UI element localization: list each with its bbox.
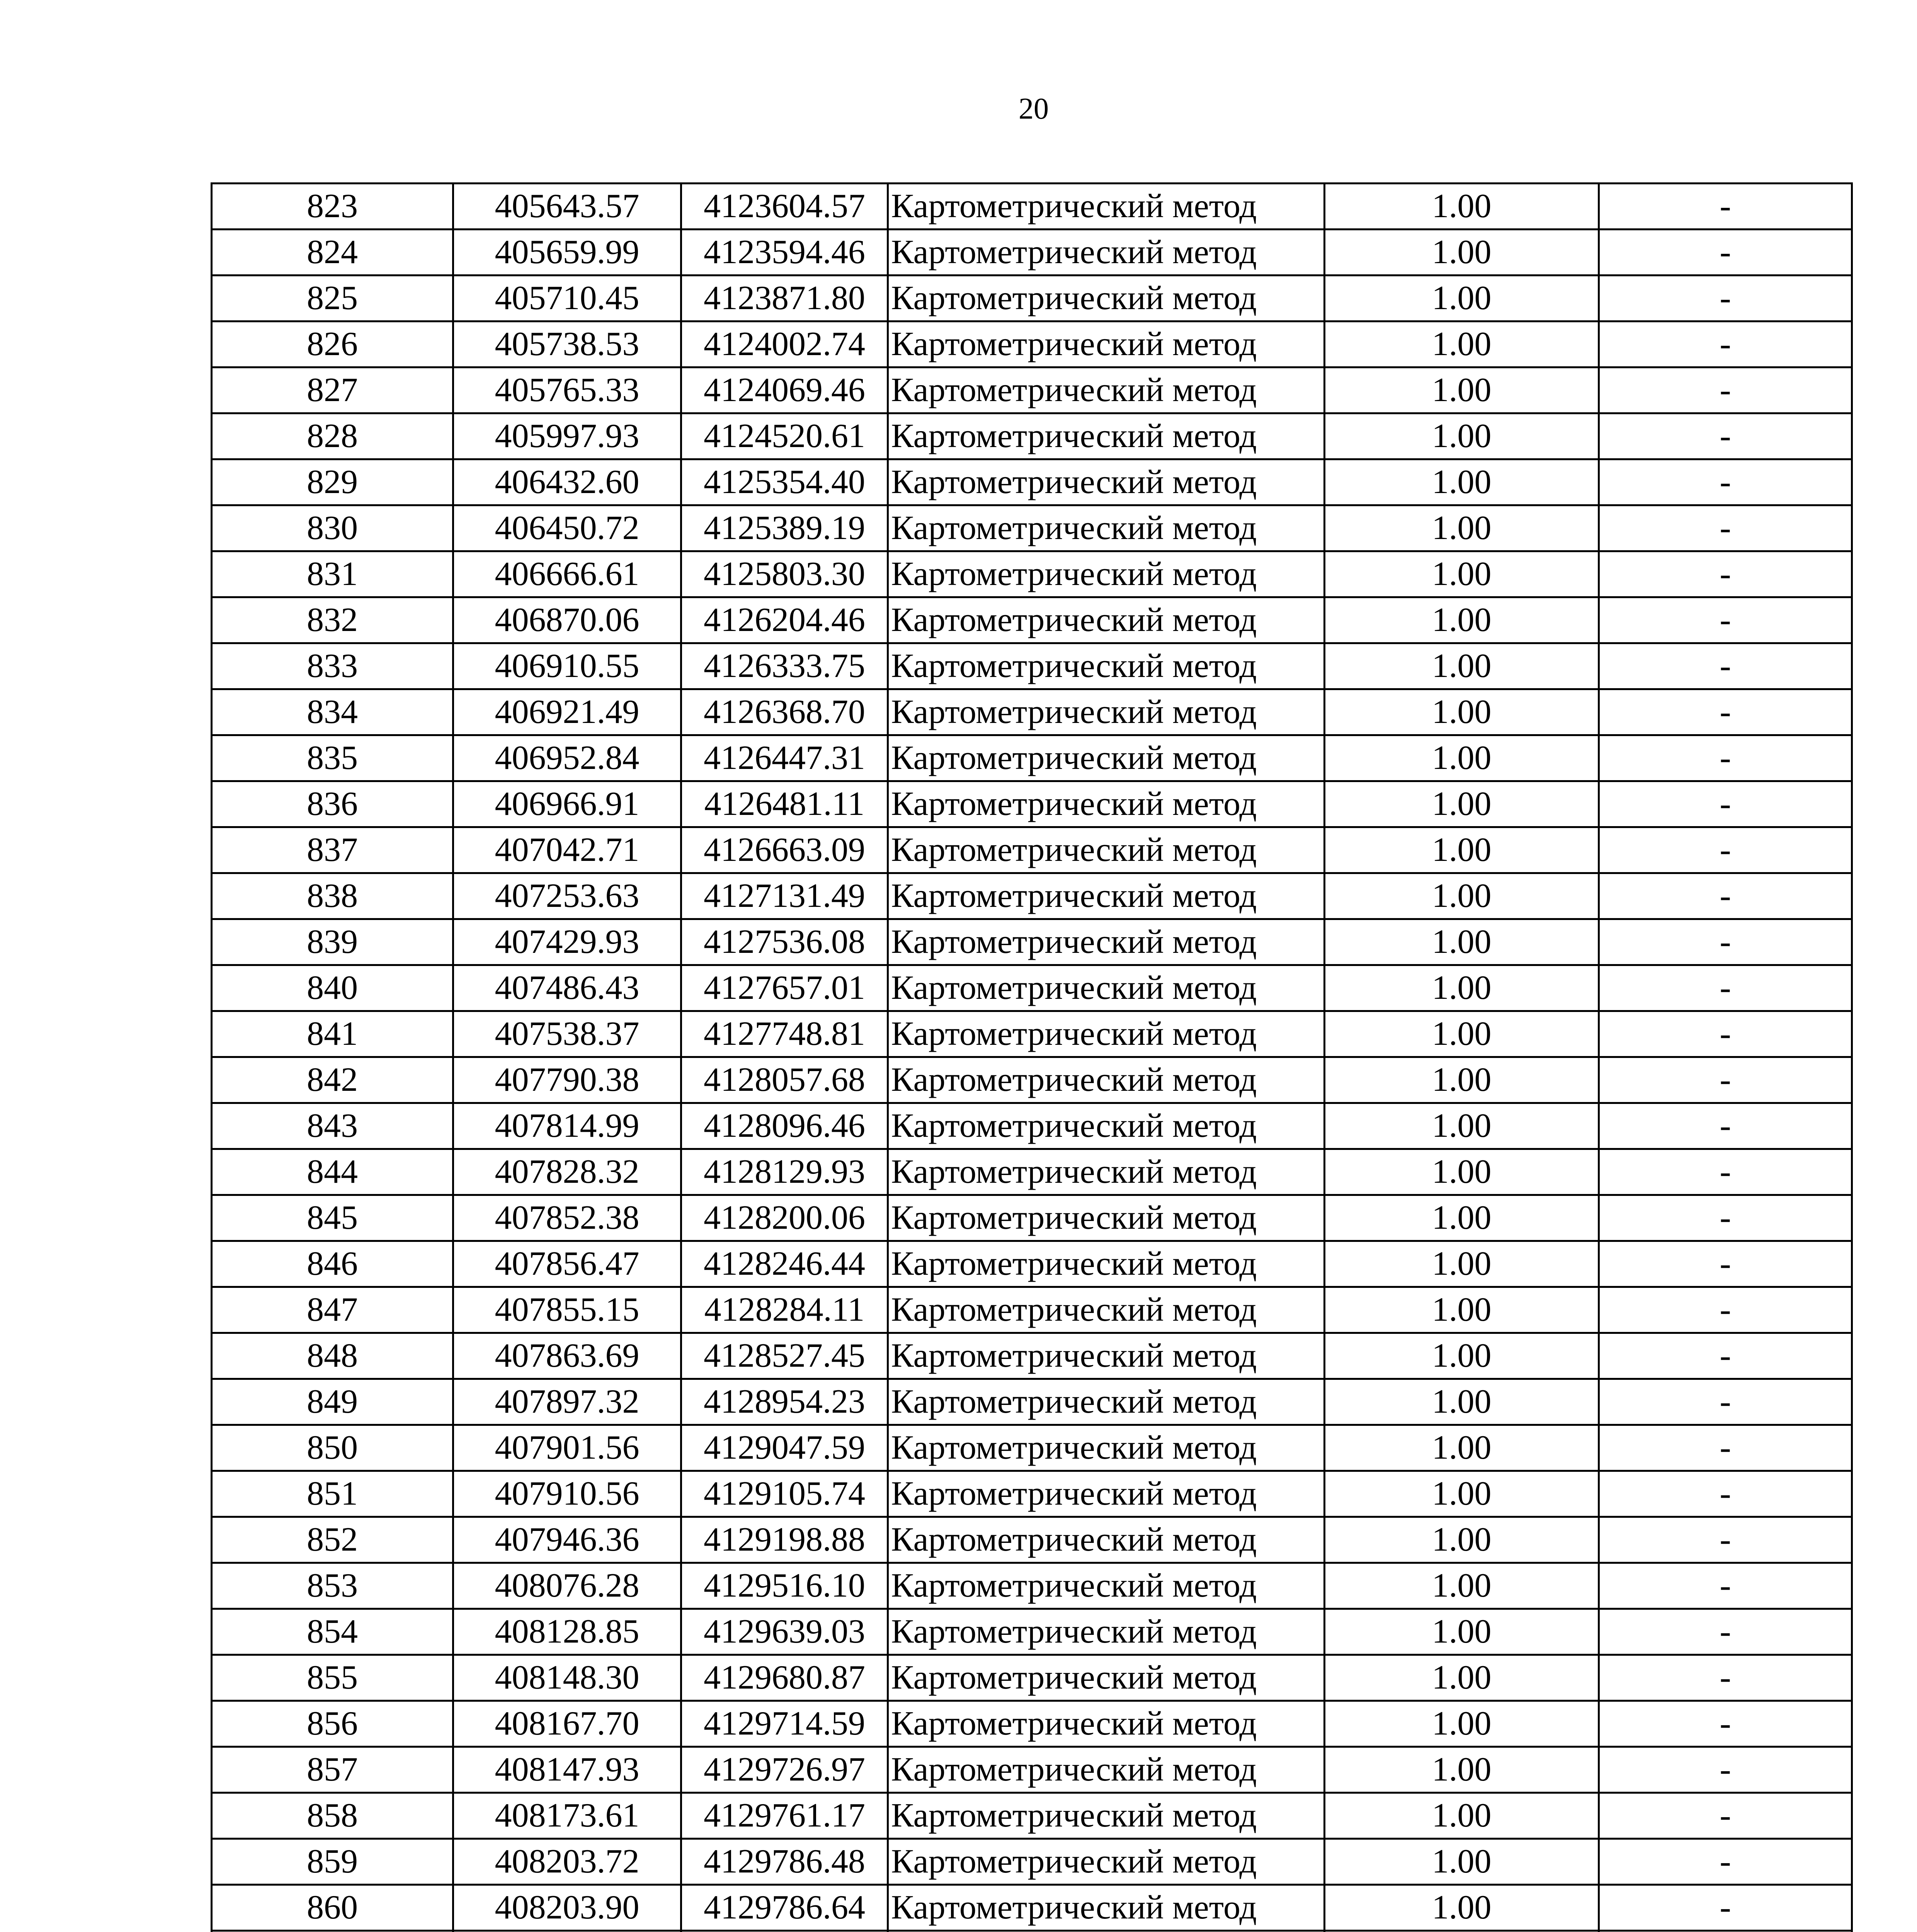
point-number-cell: 838 — [212, 873, 453, 919]
coordinates-table-body — [212, 184, 1852, 1932]
error-cell: 1.00 — [1325, 1333, 1599, 1379]
error-cell: 1.00 — [1325, 551, 1599, 597]
description-cell: - — [1599, 1425, 1852, 1471]
description-cell: - — [1599, 1655, 1852, 1701]
error-cell: 1.00 — [1325, 1471, 1599, 1517]
description-cell: - — [1599, 1241, 1852, 1287]
error-cell: 1.00 — [1325, 873, 1599, 919]
description-cell: - — [1599, 230, 1852, 276]
table-row — [212, 1287, 1852, 1333]
point-number-cell: 860 — [212, 1885, 453, 1931]
error-cell: 1.00 — [1325, 1517, 1599, 1563]
x-coordinate-cell: 407538.37 — [453, 1011, 681, 1057]
x-coordinate-cell: 407429.93 — [453, 919, 681, 965]
point-number-cell: 855 — [212, 1655, 453, 1701]
point-number-cell: 840 — [212, 965, 453, 1011]
y-coordinate-cell: 4123594.46 — [681, 230, 888, 276]
y-coordinate-cell: 4128200.06 — [681, 1195, 888, 1241]
method-cell: Картометрический метод — [888, 459, 1325, 505]
x-coordinate-cell: 407897.32 — [453, 1379, 681, 1425]
table-row — [212, 459, 1852, 505]
description-cell: - — [1599, 781, 1852, 827]
description-cell: - — [1599, 1885, 1852, 1931]
table-row — [212, 1931, 1852, 1932]
y-coordinate-cell: 4127657.01 — [681, 965, 888, 1011]
x-coordinate-cell: 406450.72 — [453, 505, 681, 551]
method-cell: Картометрический метод — [888, 1839, 1325, 1885]
x-coordinate-cell: 405710.45 — [453, 276, 681, 321]
point-number-cell: 825 — [212, 276, 453, 321]
error-cell: 1.00 — [1325, 1885, 1599, 1931]
x-coordinate-cell: 407790.38 — [453, 1057, 681, 1103]
point-number-cell: 853 — [212, 1563, 453, 1609]
method-cell: Картометрический метод — [888, 1793, 1325, 1839]
x-coordinate-cell: 407852.38 — [453, 1195, 681, 1241]
point-number-cell: 846 — [212, 1241, 453, 1287]
point-number-cell: 824 — [212, 230, 453, 276]
y-coordinate-cell: 4127536.08 — [681, 919, 888, 965]
point-number-cell: 826 — [212, 321, 453, 367]
point-number-cell: 839 — [212, 919, 453, 965]
point-number-cell: 833 — [212, 643, 453, 689]
method-cell: Картометрический метод — [888, 781, 1325, 827]
table-row — [212, 781, 1852, 827]
error-cell: 1.00 — [1325, 1701, 1599, 1747]
point-number-cell: 831 — [212, 551, 453, 597]
description-cell: - — [1599, 965, 1852, 1011]
y-coordinate-cell: 4129047.59 — [681, 1425, 888, 1471]
error-cell: 1.00 — [1325, 1793, 1599, 1839]
y-coordinate-cell: 4126663.09 — [681, 827, 888, 873]
x-coordinate-cell: 406952.84 — [453, 735, 681, 781]
point-number-cell: 843 — [212, 1103, 453, 1149]
table-row — [212, 276, 1852, 321]
point-number-cell: 845 — [212, 1195, 453, 1241]
method-cell: Картометрический метод — [888, 1195, 1325, 1241]
error-cell: 1.00 — [1325, 781, 1599, 827]
point-number-cell: 829 — [212, 459, 453, 505]
error-cell: 1.00 — [1325, 459, 1599, 505]
x-coordinate-cell: 407042.71 — [453, 827, 681, 873]
method-cell: Картометрический метод — [888, 1425, 1325, 1471]
y-coordinate-cell: 4127131.49 — [681, 873, 888, 919]
description-cell: - — [1599, 643, 1852, 689]
method-cell: Картометрический метод — [888, 873, 1325, 919]
point-number-cell: 841 — [212, 1011, 453, 1057]
description-cell: - — [1599, 1333, 1852, 1379]
x-coordinate-cell: 407814.99 — [453, 1103, 681, 1149]
point-number-cell: 836 — [212, 781, 453, 827]
table-row — [212, 1195, 1852, 1241]
x-coordinate-cell — [453, 1931, 681, 1932]
y-coordinate-cell: 4124069.46 — [681, 367, 888, 413]
description-cell: - — [1599, 1287, 1852, 1333]
method-cell: Картометрический метод — [888, 643, 1325, 689]
method-cell: Картометрический метод — [888, 827, 1325, 873]
table-row — [212, 1103, 1852, 1149]
error-cell: 1.00 — [1325, 689, 1599, 735]
y-coordinate-cell: 4125354.40 — [681, 459, 888, 505]
description-cell: - — [1599, 597, 1852, 643]
description-cell — [1599, 1931, 1852, 1932]
error-cell: 1.00 — [1325, 184, 1599, 230]
method-cell: Картометрический метод — [888, 1011, 1325, 1057]
x-coordinate-cell: 408147.93 — [453, 1747, 681, 1793]
description-cell: - — [1599, 919, 1852, 965]
point-number-cell: 854 — [212, 1609, 453, 1655]
y-coordinate-cell: 4129786.48 — [681, 1839, 888, 1885]
error-cell: 1.00 — [1325, 1057, 1599, 1103]
method-cell: Картометрический метод — [888, 1057, 1325, 1103]
y-coordinate-cell: 4128284.11 — [681, 1287, 888, 1333]
method-cell: Картометрический метод — [888, 1287, 1325, 1333]
error-cell: 1.00 — [1325, 1609, 1599, 1655]
x-coordinate-cell: 407910.56 — [453, 1471, 681, 1517]
description-cell: - — [1599, 827, 1852, 873]
y-coordinate-cell: 4127748.81 — [681, 1011, 888, 1057]
method-cell: Картометрический метод — [888, 505, 1325, 551]
point-number-cell: 842 — [212, 1057, 453, 1103]
method-cell: Картометрический метод — [888, 184, 1325, 230]
error-cell: 1.00 — [1325, 1425, 1599, 1471]
description-cell: - — [1599, 276, 1852, 321]
table-row — [212, 1655, 1852, 1701]
x-coordinate-cell: 405765.33 — [453, 367, 681, 413]
method-cell — [888, 1931, 1325, 1932]
table-row — [212, 1057, 1852, 1103]
y-coordinate-cell: 4126481.11 — [681, 781, 888, 827]
description-cell: - — [1599, 1609, 1852, 1655]
error-cell: 1.00 — [1325, 321, 1599, 367]
table-row — [212, 1011, 1852, 1057]
y-coordinate-cell: 4128954.23 — [681, 1379, 888, 1425]
error-cell: 1.00 — [1325, 1287, 1599, 1333]
x-coordinate-cell: 407253.63 — [453, 873, 681, 919]
error-cell: 1.00 — [1325, 1563, 1599, 1609]
y-coordinate-cell: 4128096.46 — [681, 1103, 888, 1149]
error-cell: 1.00 — [1325, 1839, 1599, 1885]
point-number-cell: 849 — [212, 1379, 453, 1425]
method-cell: Картометрический метод — [888, 1701, 1325, 1747]
x-coordinate-cell: 405659.99 — [453, 230, 681, 276]
table-row — [212, 965, 1852, 1011]
y-coordinate-cell: 4126368.70 — [681, 689, 888, 735]
description-cell: - — [1599, 1563, 1852, 1609]
table-row — [212, 1149, 1852, 1195]
y-coordinate-cell: 4129786.64 — [681, 1885, 888, 1931]
y-coordinate-cell: 4129105.74 — [681, 1471, 888, 1517]
method-cell: Картометрический метод — [888, 1103, 1325, 1149]
error-cell: 1.00 — [1325, 1747, 1599, 1793]
table-row — [212, 689, 1852, 735]
error-cell: 1.00 — [1325, 505, 1599, 551]
error-cell: 1.00 — [1325, 1195, 1599, 1241]
y-coordinate-cell: 4126204.46 — [681, 597, 888, 643]
table-row — [212, 919, 1852, 965]
x-coordinate-cell: 406870.06 — [453, 597, 681, 643]
point-number-cell: 832 — [212, 597, 453, 643]
method-cell: Картометрический метод — [888, 1333, 1325, 1379]
description-cell: - — [1599, 1057, 1852, 1103]
point-number-cell: 827 — [212, 367, 453, 413]
coordinates-table — [211, 182, 1853, 1932]
error-cell: 1.00 — [1325, 919, 1599, 965]
description-cell: - — [1599, 1747, 1852, 1793]
description-cell: - — [1599, 413, 1852, 459]
table-row — [212, 230, 1852, 276]
point-number-cell: 847 — [212, 1287, 453, 1333]
description-cell: - — [1599, 1149, 1852, 1195]
method-cell: Картометрический метод — [888, 597, 1325, 643]
page-number: 20 — [1019, 92, 1049, 125]
method-cell: Картометрический метод — [888, 1747, 1325, 1793]
table-row — [212, 827, 1852, 873]
method-cell: Картометрический метод — [888, 413, 1325, 459]
description-cell: - — [1599, 1011, 1852, 1057]
x-coordinate-cell: 408203.90 — [453, 1885, 681, 1931]
table-row — [212, 1885, 1852, 1931]
table-row — [212, 1517, 1852, 1563]
x-coordinate-cell: 407863.69 — [453, 1333, 681, 1379]
y-coordinate-cell: 4128129.93 — [681, 1149, 888, 1195]
y-coordinate-cell: 4123604.57 — [681, 184, 888, 230]
error-cell: 1.00 — [1325, 413, 1599, 459]
table-row — [212, 1793, 1852, 1839]
description-cell: - — [1599, 689, 1852, 735]
x-coordinate-cell: 407828.32 — [453, 1149, 681, 1195]
y-coordinate-cell: 4129516.10 — [681, 1563, 888, 1609]
point-number-cell: 857 — [212, 1747, 453, 1793]
description-cell: - — [1599, 1195, 1852, 1241]
y-coordinate-cell: 4129680.87 — [681, 1655, 888, 1701]
error-cell: 1.00 — [1325, 1103, 1599, 1149]
point-number-cell: 859 — [212, 1839, 453, 1885]
error-cell: 1.00 — [1325, 1241, 1599, 1287]
y-coordinate-cell: 4128057.68 — [681, 1057, 888, 1103]
table-row — [212, 735, 1852, 781]
y-coordinate-cell: 4128527.45 — [681, 1333, 888, 1379]
table-row — [212, 873, 1852, 919]
table-row — [212, 643, 1852, 689]
error-cell: 1.00 — [1325, 1149, 1599, 1195]
table-row — [212, 1425, 1852, 1471]
x-coordinate-cell: 406666.61 — [453, 551, 681, 597]
error-cell — [1325, 1931, 1599, 1932]
method-cell: Картометрический метод — [888, 321, 1325, 367]
description-cell: - — [1599, 1517, 1852, 1563]
table-row — [212, 1563, 1852, 1609]
point-number-cell: 850 — [212, 1425, 453, 1471]
method-cell: Картометрический метод — [888, 1471, 1325, 1517]
y-coordinate-cell: 4124002.74 — [681, 321, 888, 367]
method-cell: Картометрический метод — [888, 689, 1325, 735]
y-coordinate-cell: 4128246.44 — [681, 1241, 888, 1287]
error-cell: 1.00 — [1325, 597, 1599, 643]
error-cell: 1.00 — [1325, 1011, 1599, 1057]
y-coordinate-cell: 4129726.97 — [681, 1747, 888, 1793]
y-coordinate-cell: 4123871.80 — [681, 276, 888, 321]
error-cell: 1.00 — [1325, 367, 1599, 413]
table-row — [212, 1701, 1852, 1747]
x-coordinate-cell: 406966.91 — [453, 781, 681, 827]
description-cell: - — [1599, 1701, 1852, 1747]
point-number-cell — [212, 1931, 453, 1932]
method-cell: Картометрический метод — [888, 735, 1325, 781]
table-row — [212, 551, 1852, 597]
x-coordinate-cell: 407855.15 — [453, 1287, 681, 1333]
y-coordinate-cell: 4126333.75 — [681, 643, 888, 689]
table-row — [212, 597, 1852, 643]
description-cell: - — [1599, 459, 1852, 505]
description-cell: - — [1599, 873, 1852, 919]
table-row — [212, 1333, 1852, 1379]
description-cell: - — [1599, 1839, 1852, 1885]
method-cell: Картометрический метод — [888, 965, 1325, 1011]
x-coordinate-cell: 408173.61 — [453, 1793, 681, 1839]
point-number-cell: 828 — [212, 413, 453, 459]
method-cell: Картометрический метод — [888, 276, 1325, 321]
y-coordinate-cell: 4124520.61 — [681, 413, 888, 459]
description-cell: - — [1599, 1379, 1852, 1425]
x-coordinate-cell: 408076.28 — [453, 1563, 681, 1609]
x-coordinate-cell: 407486.43 — [453, 965, 681, 1011]
description-cell: - — [1599, 1103, 1852, 1149]
point-number-cell: 835 — [212, 735, 453, 781]
description-cell: - — [1599, 367, 1852, 413]
y-coordinate-cell: 4129761.17 — [681, 1793, 888, 1839]
method-cell: Картометрический метод — [888, 1241, 1325, 1287]
x-coordinate-cell: 405643.57 — [453, 184, 681, 230]
point-number-cell: 823 — [212, 184, 453, 230]
table-row — [212, 1609, 1852, 1655]
method-cell: Картометрический метод — [888, 1379, 1325, 1425]
description-cell: - — [1599, 1793, 1852, 1839]
method-cell: Картометрический метод — [888, 1655, 1325, 1701]
point-number-cell: 858 — [212, 1793, 453, 1839]
table-row — [212, 1241, 1852, 1287]
table-row — [212, 184, 1852, 230]
description-cell: - — [1599, 321, 1852, 367]
point-number-cell: 844 — [212, 1149, 453, 1195]
description-cell: - — [1599, 735, 1852, 781]
table-row — [212, 505, 1852, 551]
method-cell: Картометрический метод — [888, 1563, 1325, 1609]
method-cell: Картометрический метод — [888, 1885, 1325, 1931]
y-coordinate-cell: 4126447.31 — [681, 735, 888, 781]
table-row — [212, 1379, 1852, 1425]
table-row — [212, 1747, 1852, 1793]
y-coordinate-cell — [681, 1931, 888, 1932]
method-cell: Картометрический метод — [888, 1517, 1325, 1563]
y-coordinate-cell: 4125803.30 — [681, 551, 888, 597]
description-cell: - — [1599, 505, 1852, 551]
error-cell: 1.00 — [1325, 965, 1599, 1011]
point-number-cell: 834 — [212, 689, 453, 735]
x-coordinate-cell: 408203.72 — [453, 1839, 681, 1885]
description-cell: - — [1599, 551, 1852, 597]
x-coordinate-cell: 407901.56 — [453, 1425, 681, 1471]
x-coordinate-cell: 407946.36 — [453, 1517, 681, 1563]
method-cell: Картометрический метод — [888, 230, 1325, 276]
x-coordinate-cell: 406921.49 — [453, 689, 681, 735]
y-coordinate-cell: 4129639.03 — [681, 1609, 888, 1655]
point-number-cell: 852 — [212, 1517, 453, 1563]
method-cell: Картометрический метод — [888, 1609, 1325, 1655]
error-cell: 1.00 — [1325, 276, 1599, 321]
x-coordinate-cell: 405738.53 — [453, 321, 681, 367]
method-cell: Картометрический метод — [888, 367, 1325, 413]
x-coordinate-cell: 406432.60 — [453, 459, 681, 505]
error-cell: 1.00 — [1325, 643, 1599, 689]
error-cell: 1.00 — [1325, 230, 1599, 276]
point-number-cell: 851 — [212, 1471, 453, 1517]
table-row — [212, 321, 1852, 367]
error-cell: 1.00 — [1325, 735, 1599, 781]
method-cell: Картометрический метод — [888, 551, 1325, 597]
y-coordinate-cell: 4125389.19 — [681, 505, 888, 551]
point-number-cell: 848 — [212, 1333, 453, 1379]
x-coordinate-cell: 406910.55 — [453, 643, 681, 689]
y-coordinate-cell: 4129714.59 — [681, 1701, 888, 1747]
x-coordinate-cell: 408128.85 — [453, 1609, 681, 1655]
table-row — [212, 367, 1852, 413]
point-number-cell: 856 — [212, 1701, 453, 1747]
x-coordinate-cell: 407856.47 — [453, 1241, 681, 1287]
table-row — [212, 1839, 1852, 1885]
x-coordinate-cell: 408167.70 — [453, 1701, 681, 1747]
error-cell: 1.00 — [1325, 827, 1599, 873]
error-cell: 1.00 — [1325, 1379, 1599, 1425]
point-number-cell: 830 — [212, 505, 453, 551]
x-coordinate-cell: 405997.93 — [453, 413, 681, 459]
method-cell: Картометрический метод — [888, 1149, 1325, 1195]
table-row — [212, 1471, 1852, 1517]
method-cell: Картометрический метод — [888, 919, 1325, 965]
y-coordinate-cell: 4129198.88 — [681, 1517, 888, 1563]
point-number-cell: 837 — [212, 827, 453, 873]
description-cell: - — [1599, 1471, 1852, 1517]
table-row — [212, 413, 1852, 459]
error-cell: 1.00 — [1325, 1655, 1599, 1701]
description-cell: - — [1599, 184, 1852, 230]
x-coordinate-cell: 408148.30 — [453, 1655, 681, 1701]
